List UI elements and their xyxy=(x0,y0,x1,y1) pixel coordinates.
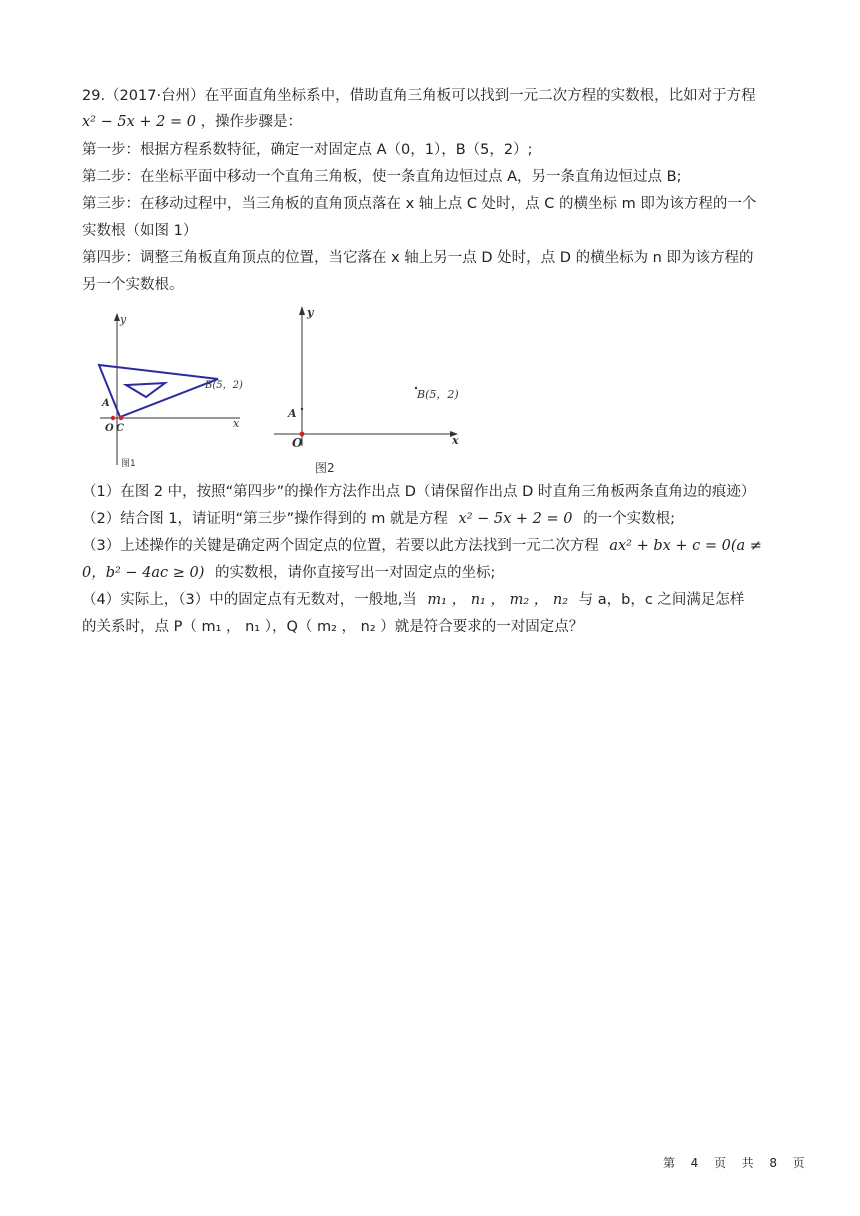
fig1-label-O: O xyxy=(105,423,114,434)
fig1-x-label: x xyxy=(233,417,240,430)
question-3-suffix: 的实数根，请你直接写出一对固定点的坐标; xyxy=(215,565,496,581)
problem-equation: x² − 5x + 2 = 0 xyxy=(82,114,196,130)
question-4-prefix: （4）实际上，（3）中的固定点有无数对，一般地,当 xyxy=(82,592,417,608)
fig1-point-O xyxy=(111,416,115,420)
question-3-equation-b: 0，b² − 4ac ≥ 0) xyxy=(82,565,205,581)
footer-page-current: 4 xyxy=(690,1156,699,1170)
question-2-prefix: （2）结合图 1，请证明“第三步”操作得到的 m 就是方程 xyxy=(82,511,448,527)
step-2: 第二步：在坐标平面中移动一个直角三角板，使一条直角边恒过点 A，另一条直角边恒过点 B; xyxy=(82,169,682,185)
question-1: （1）在图 2 中，按照“第四步”的操作方法作出点 D（请保留作出点 D 时直角三角板两条直角边的痕迹） xyxy=(82,484,756,500)
fig1-y-label: y xyxy=(120,313,127,326)
fig1-label-C: C xyxy=(116,423,124,434)
fig2-caption: 图2 xyxy=(315,461,335,475)
question-3-line-1 xyxy=(82,536,762,556)
fig1-set-square-inner xyxy=(126,383,165,397)
figure-1 xyxy=(90,305,260,475)
fig2-x-label: x xyxy=(452,434,459,447)
question-2-equation: x² − 5x + 2 = 0 xyxy=(458,511,573,527)
question-4-line-2: 的关系时，点 P（ m₁ ， n₁ ），Q（ m₂ ， n₂ ）就是符合要求的一对固定点？ xyxy=(82,619,584,635)
fig1-label-A: A xyxy=(102,398,110,409)
fig2-label-O: O xyxy=(292,436,303,450)
footer-label-1: 第 xyxy=(663,1156,676,1170)
question-4-variables: m₁ ， n₁ ， m₂ ， n₂ xyxy=(427,592,569,608)
footer-label-4: 页 xyxy=(792,1156,805,1170)
question-2-suffix: 的一个实数根; xyxy=(583,511,675,527)
step-4-line-1: 第四步：调整三角板直角顶点的位置，当它落在 x 轴上另一点 D 处时，点 D 的横坐标为 n 即为该方程的 xyxy=(82,250,754,266)
fig2-point-A xyxy=(301,408,303,410)
step-3-line-1: 第三步：在移动过程中，当三角板的直角顶点落在 x 轴上点 C 处时，点 C 的横坐标 m 即为该方程的一个 xyxy=(82,196,757,212)
fig2-y-arrow xyxy=(299,306,305,315)
step-4-line-2: 另一个实数根。 xyxy=(82,277,184,293)
question-3-prefix: （3）上述操作的关键是确定两个固定点的位置，若要以此方法找到一元二次方程 xyxy=(82,538,599,554)
fig1-label-B: B(5，2) xyxy=(205,380,243,391)
problem-equation-line xyxy=(82,112,302,132)
step-1: 第一步：根据方程系数特征，确定一对固定点 A（0，1），B（5，2）; xyxy=(82,142,533,158)
question-4-line-1 xyxy=(82,590,744,610)
fig2-label-B: B(5，2) xyxy=(417,388,459,401)
fig1-point-C xyxy=(119,416,123,420)
question-3-line-2 xyxy=(82,563,495,583)
page-footer xyxy=(663,1154,805,1171)
step-3-line-2: 实数根（如图 1） xyxy=(82,223,198,239)
footer-page-total: 8 xyxy=(769,1156,777,1170)
fig1-caption: 图1 xyxy=(121,459,136,469)
footer-label-2: 页 xyxy=(713,1156,726,1170)
fig2-y-label: y xyxy=(307,306,314,319)
question-3-equation-a: ax² + bx + c = 0(a ≠ xyxy=(609,538,762,554)
figure-2 xyxy=(272,300,472,480)
question-4-suffix: 与 a，b，c 之间满足怎样 xyxy=(578,592,745,608)
problem-intro-prefix: 29.（2017·台州）在平面直角坐标系中，借助直角三角板可以找到一元二次方程的实数根，比如对于方程 xyxy=(82,88,756,104)
question-2 xyxy=(82,509,675,529)
footer-label-3: 共 xyxy=(741,1156,754,1170)
problem-intro-suffix: ，操作步骤是： xyxy=(200,114,303,130)
problem-intro-line xyxy=(82,86,756,106)
fig2-label-A: A xyxy=(288,407,297,420)
